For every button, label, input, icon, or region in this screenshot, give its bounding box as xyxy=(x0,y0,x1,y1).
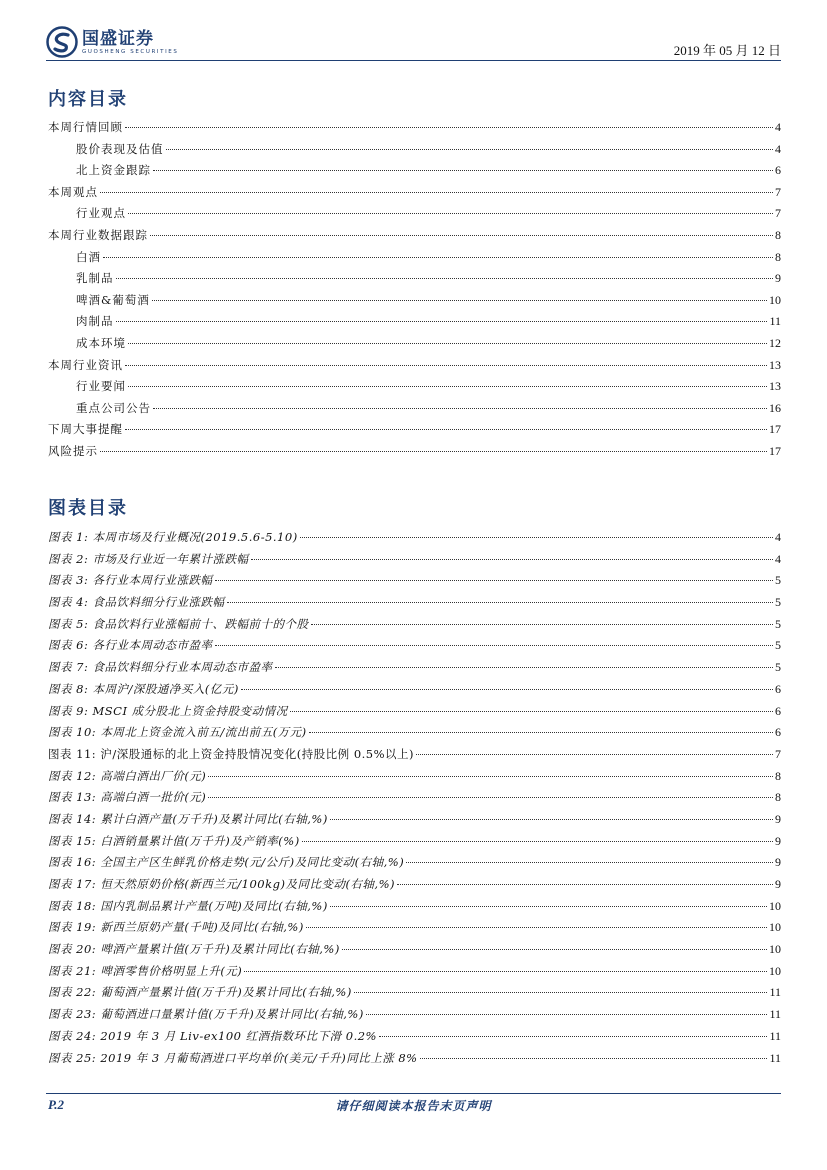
figure-entry-page: 11 xyxy=(769,1007,781,1022)
figure-entry-page: 11 xyxy=(769,1050,781,1065)
toc-entry-title: 下周大事提醒 xyxy=(48,422,123,437)
toc-entry-page: 12 xyxy=(769,335,781,350)
figure-entry[interactable] xyxy=(48,768,781,790)
figure-entry-page: 11 xyxy=(769,985,781,1000)
dot-leader xyxy=(208,776,773,777)
figure-entry-page: 5 xyxy=(775,616,781,631)
figure-entry-title: 图表 25: 2019 年 3 月葡萄酒进口平均单价(美元/千升)同比上涨 8% xyxy=(48,1050,418,1065)
toc-entry-page: 4 xyxy=(775,120,781,134)
dot-leader xyxy=(125,365,767,366)
dot-leader xyxy=(100,451,767,452)
dot-leader xyxy=(290,711,773,712)
toc-entry[interactable] xyxy=(48,443,781,465)
toc-entry-title: 本周行情回顾 xyxy=(48,120,123,134)
figure-entry-title: 图表 3: 各行业本周行业涨跌幅 xyxy=(48,573,213,588)
dot-leader xyxy=(330,906,767,907)
figure-entry-page: 5 xyxy=(775,638,781,653)
dot-leader xyxy=(125,127,773,128)
figure-list-heading: 图表目录 xyxy=(48,498,128,519)
dot-leader xyxy=(166,149,774,150)
dot-leader xyxy=(100,192,773,193)
figure-entry[interactable] xyxy=(48,637,781,659)
figure-entry[interactable] xyxy=(48,1050,781,1072)
figure-entry-page: 5 xyxy=(775,595,781,610)
dot-leader xyxy=(152,300,767,301)
dot-leader xyxy=(153,408,767,409)
figure-entry-title: 图表 4: 食品饮料细分行业涨跌幅 xyxy=(48,595,225,610)
dot-leader xyxy=(354,992,768,993)
toc-entry-page: 8 xyxy=(775,249,781,264)
figure-entry-title: 图表 7: 食品饮料细分行业本周动态市盈率 xyxy=(48,660,273,675)
toc-entry-page: 6 xyxy=(775,163,781,178)
figure-entry[interactable] xyxy=(48,572,781,594)
toc-entry-title: 成本环境 xyxy=(76,335,126,350)
toc-entry[interactable] xyxy=(48,119,781,141)
figure-entry-title: 图表 12: 高端白酒出厂价(元) xyxy=(48,768,207,783)
toc-entry-page: 8 xyxy=(775,227,781,242)
toc-entry[interactable] xyxy=(48,421,781,443)
dot-leader xyxy=(251,559,773,560)
figure-entry-page: 6 xyxy=(775,703,781,718)
dot-leader xyxy=(128,386,767,387)
dot-leader xyxy=(103,257,773,258)
toc-entry[interactable] xyxy=(48,270,781,292)
figure-entry-page: 5 xyxy=(775,573,781,588)
figure-entry-page: 11 xyxy=(769,1028,781,1043)
figure-entry-page: 4 xyxy=(775,530,781,544)
header-divider xyxy=(46,60,781,61)
dot-leader xyxy=(330,819,773,820)
figure-entry-title: 图表 15: 白酒销量累计值(万千升)及产销率(%) xyxy=(48,833,300,848)
figure-entry[interactable] xyxy=(48,529,781,551)
toc-entry[interactable] xyxy=(48,313,781,335)
dot-leader xyxy=(397,884,773,885)
figure-entry-title: 图表 18: 国内乳制品累计产量(万吨)及同比(右轴,%) xyxy=(48,898,328,913)
toc-entry-title: 本周观点 xyxy=(48,184,98,199)
dot-leader xyxy=(227,602,773,603)
toc-entry[interactable] xyxy=(48,378,781,400)
dot-leader xyxy=(208,797,773,798)
figure-list xyxy=(48,529,781,1071)
figure-entry-title: 图表 22: 葡萄酒产量累计值(万千升)及累计同比(右轴,%) xyxy=(48,985,352,1000)
figure-entry[interactable] xyxy=(48,811,781,833)
figure-entry[interactable] xyxy=(48,876,781,898)
figure-entry[interactable] xyxy=(48,703,781,725)
figure-entry[interactable] xyxy=(48,898,781,920)
dot-leader xyxy=(153,170,773,171)
dot-leader xyxy=(420,1058,768,1059)
dot-leader xyxy=(150,235,773,236)
figure-entry[interactable] xyxy=(48,919,781,941)
figure-entry[interactable] xyxy=(48,789,781,811)
toc-entry-page: 17 xyxy=(769,443,781,458)
figure-entry[interactable] xyxy=(48,551,781,573)
toc-entry-page: 13 xyxy=(769,357,781,372)
dot-leader xyxy=(379,1036,767,1037)
figure-entry[interactable] xyxy=(48,724,781,746)
toc-entry-page: 16 xyxy=(769,400,781,415)
toc-entry[interactable] xyxy=(48,162,781,184)
toc-entry[interactable] xyxy=(48,357,781,379)
dot-leader xyxy=(241,689,773,690)
figure-entry-page: 5 xyxy=(775,660,781,675)
report-date: 2019 年 05 月 12 日 xyxy=(673,43,781,58)
disclaimer-note: 请仔细阅读本报告末页声明 xyxy=(335,1099,492,1113)
figure-entry-title: 图表 13: 高端白酒一批价(元) xyxy=(48,790,207,805)
toc-entry-page: 11 xyxy=(769,314,781,329)
toc-entry[interactable] xyxy=(48,141,781,163)
figure-entry-title: 图表 14: 累计白酒产量(万千升)及累计同比(右轴,%) xyxy=(48,811,328,826)
figure-entry-title: 图表 1: 本周市场及行业概况(2019.5.6-5.10) xyxy=(48,530,298,544)
dot-leader xyxy=(128,213,773,214)
figure-entry-page: 7 xyxy=(775,746,781,761)
figure-entry[interactable] xyxy=(48,594,781,616)
figure-entry[interactable] xyxy=(48,746,781,768)
toc-entry-page: 10 xyxy=(769,292,781,307)
toc-entry-page: 13 xyxy=(769,379,781,394)
company-logo xyxy=(46,24,178,60)
figure-entry-page: 10 xyxy=(769,920,781,935)
dot-leader xyxy=(244,971,767,972)
toc-entry[interactable] xyxy=(48,205,781,227)
figure-entry-title: 图表 24: 2019 年 3 月 Liv-ex100 红酒指数环比下滑 0.2% xyxy=(48,1028,377,1043)
figure-entry-title: 图表 16: 全国主产区生鲜乳价格走势(元/公斤)及同比变动(右轴,%) xyxy=(48,855,405,870)
dot-leader xyxy=(342,949,767,950)
figure-entry-title: 图表 21: 啤酒零售价格明显上升(元) xyxy=(48,963,243,978)
figure-entry-title: 图表 5: 食品饮料行业涨幅前十、跌幅前十的个股 xyxy=(48,616,309,631)
dot-leader xyxy=(302,841,773,842)
figure-entry-page: 10 xyxy=(769,898,781,913)
dot-leader xyxy=(116,278,774,279)
toc-entry[interactable] xyxy=(48,292,781,314)
footer-divider xyxy=(46,1093,781,1094)
toc-entry-title: 本周行业资讯 xyxy=(48,357,123,372)
dot-leader xyxy=(215,580,773,581)
figure-entry[interactable] xyxy=(48,854,781,876)
dot-leader xyxy=(125,429,767,430)
figure-entry-page: 6 xyxy=(775,725,781,740)
figure-entry-title: 图表 20: 啤酒产量累计值(万千升)及累计同比(右轴,%) xyxy=(48,942,340,957)
figure-entry-title: 图表 19: 新西兰原奶产量(千吨)及同比(右轴,%) xyxy=(48,920,304,935)
toc-entry-title: 股价表现及估值 xyxy=(76,141,164,156)
figure-entry-title: 图表 8: 本周沪/深股通净买入(亿元) xyxy=(48,681,239,696)
figure-entry-title: 图表 9: MSCI 成分股北上资金持股变动情况 xyxy=(48,703,288,718)
figure-entry-title: 图表 10: 本周北上资金流入前五/流出前五(万元) xyxy=(48,725,307,740)
dot-leader xyxy=(366,1014,768,1015)
toc-entry-title: 乳制品 xyxy=(76,271,114,286)
toc-entry-title: 啤酒&葡萄酒 xyxy=(76,292,150,307)
toc-entry-title: 重点公司公告 xyxy=(76,400,151,415)
dot-leader xyxy=(306,927,767,928)
figure-entry-page: 10 xyxy=(769,963,781,978)
toc-entry-page: 7 xyxy=(775,206,781,221)
logo-mark-icon xyxy=(46,26,78,58)
dot-leader xyxy=(116,321,768,322)
toc-entry-title: 行业要闻 xyxy=(76,379,126,394)
figure-entry-title: 图表 2: 市场及行业近一年累计涨跌幅 xyxy=(48,551,249,566)
figure-entry-page: 9 xyxy=(775,855,781,870)
toc-entry-page: 9 xyxy=(775,271,781,286)
figure-entry-title: 图表 6: 各行业本周动态市盈率 xyxy=(48,638,213,653)
figure-entry[interactable] xyxy=(48,681,781,703)
page-number: P.2 xyxy=(48,1097,65,1112)
figure-entry[interactable] xyxy=(48,833,781,855)
figure-entry-page: 4 xyxy=(775,551,781,566)
toc-entry-page: 17 xyxy=(769,422,781,437)
toc-entry[interactable] xyxy=(48,400,781,422)
dot-leader xyxy=(311,624,774,625)
toc-entry-title: 本周行业数据跟踪 xyxy=(48,227,148,242)
logo-english-name: GUOSHENG SECURITIES xyxy=(82,48,179,55)
toc-heading: 内容目录 xyxy=(48,89,128,110)
figure-entry-page: 10 xyxy=(769,942,781,957)
toc-entry-page: 7 xyxy=(775,184,781,199)
toc-list xyxy=(48,119,781,465)
dot-leader xyxy=(275,667,773,668)
figure-entry[interactable] xyxy=(48,659,781,681)
dot-leader xyxy=(309,732,773,733)
figure-entry-page: 9 xyxy=(775,833,781,848)
logo-chinese-name: 国盛证券 xyxy=(82,28,154,49)
figure-entry-page: 9 xyxy=(775,811,781,826)
toc-entry[interactable] xyxy=(48,184,781,206)
toc-entry-title: 白酒 xyxy=(76,249,101,264)
toc-entry-title: 肉制品 xyxy=(76,314,114,329)
figure-entry-title: 图表 11: 沪/深股通标的北上资金持股情况变化(持股比例 0.5%以上) xyxy=(48,746,415,761)
figure-entry-page: 8 xyxy=(775,790,781,805)
toc-entry[interactable] xyxy=(48,249,781,271)
dot-leader xyxy=(300,537,773,538)
figure-entry-page: 8 xyxy=(775,768,781,783)
toc-entry[interactable] xyxy=(48,335,781,357)
figure-entry-title: 图表 17: 恒天然原奶价格(新西兰元/100kg)及同比变动(右轴,%) xyxy=(48,877,395,891)
dot-leader xyxy=(215,645,773,646)
figure-entry[interactable] xyxy=(48,1006,781,1028)
figure-entry[interactable] xyxy=(48,941,781,963)
figure-entry-page: 6 xyxy=(775,681,781,696)
dot-leader xyxy=(406,862,773,863)
dot-leader xyxy=(128,343,767,344)
toc-entry-title: 北上资金跟踪 xyxy=(76,163,151,178)
dot-leader xyxy=(416,754,773,755)
figure-entry[interactable] xyxy=(48,1028,781,1050)
figure-entry-page: 9 xyxy=(775,877,781,891)
toc-entry-page: 4 xyxy=(775,141,781,156)
figure-entry[interactable] xyxy=(48,984,781,1006)
figure-entry[interactable] xyxy=(48,963,781,985)
toc-entry-title: 行业观点 xyxy=(76,206,126,221)
toc-entry-title: 风险提示 xyxy=(48,443,98,458)
toc-entry[interactable] xyxy=(48,227,781,249)
figure-entry-title: 图表 23: 葡萄酒进口量累计值(万千升)及累计同比(右轴,%) xyxy=(48,1007,364,1022)
figure-entry[interactable] xyxy=(48,616,781,638)
